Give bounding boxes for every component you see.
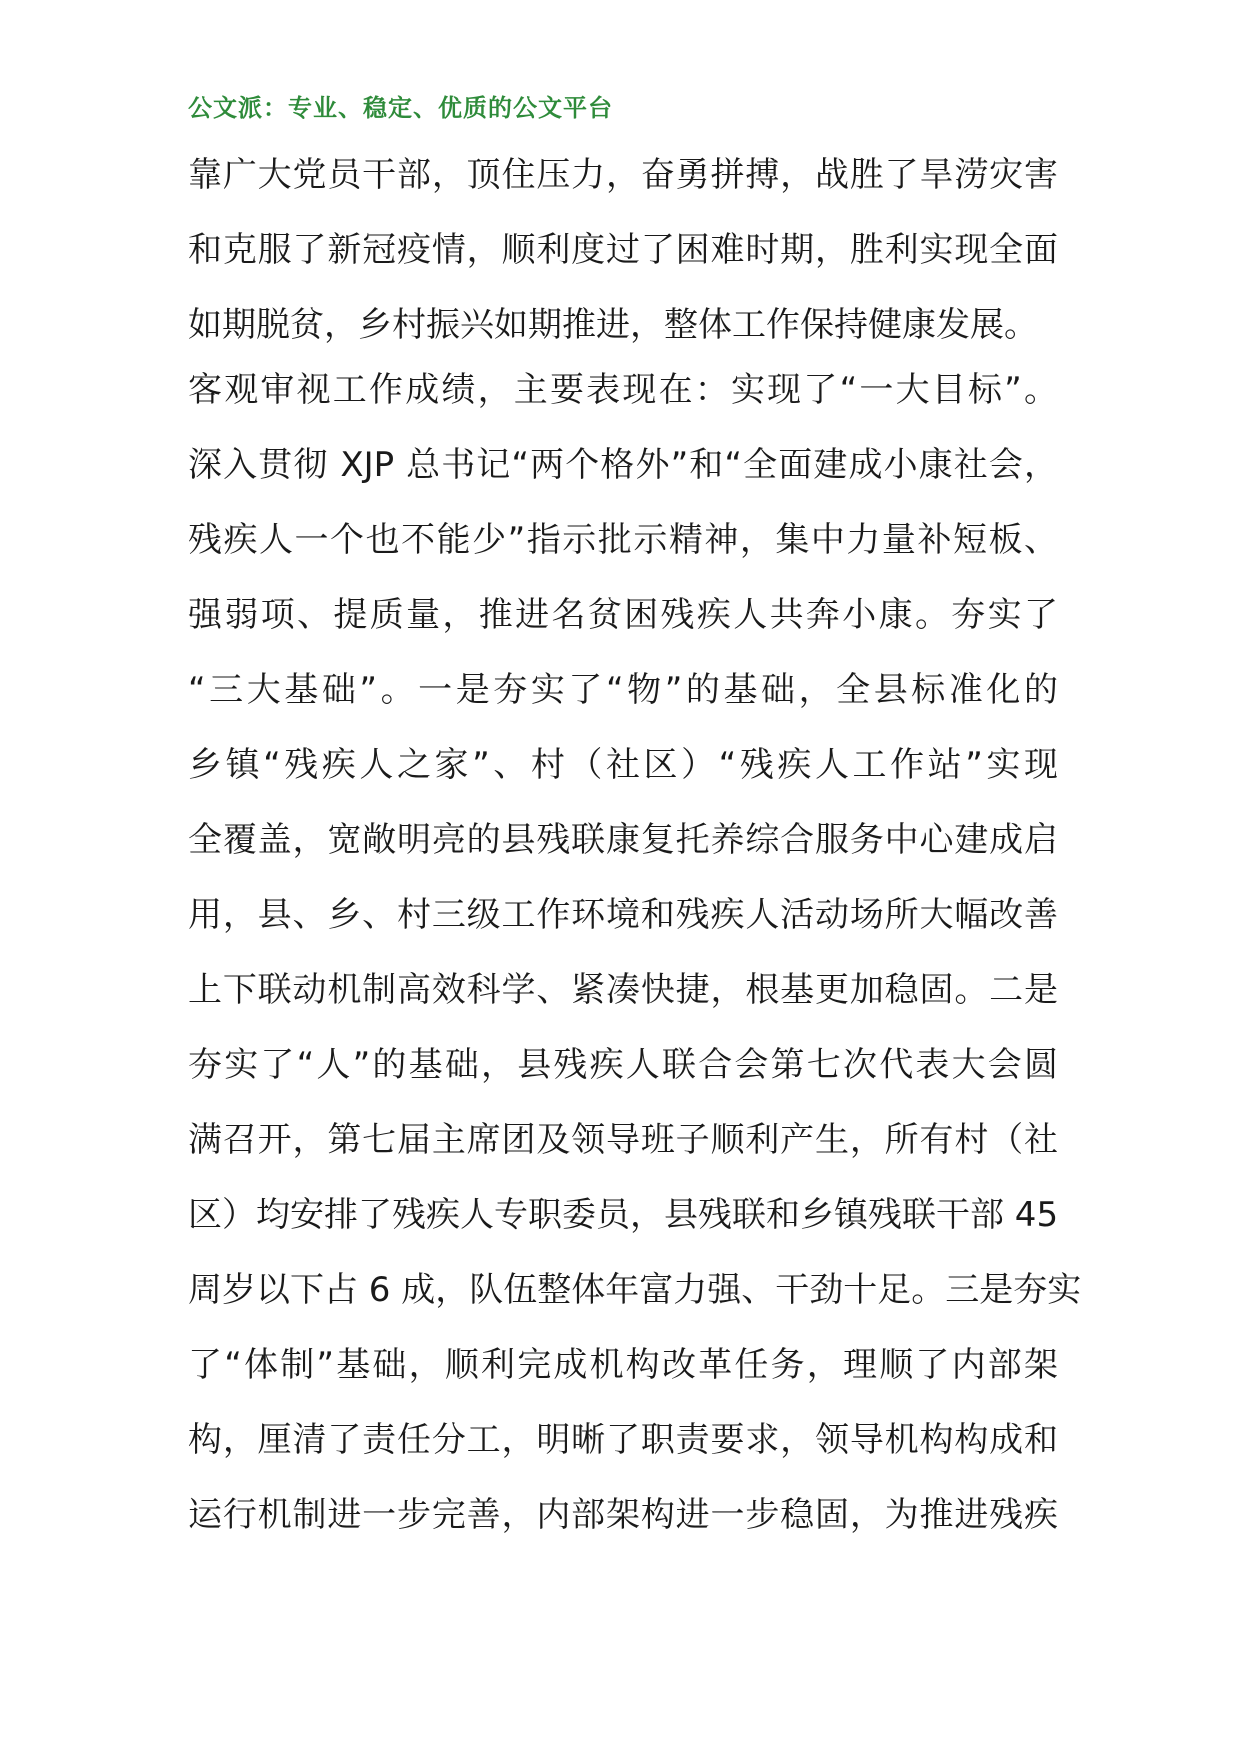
text-line: 用，县、乡、村三级工作环境和残疾人活动场所大幅改善 <box>188 895 1058 935</box>
text-line: 周岁以下占 6 成，队伍整体年富力强、干劲十足。三是夯实 <box>188 1270 1082 1310</box>
paragraph-2 <box>188 353 1082 1553</box>
text-line: 上下联动机制高效科学、紧凑快捷，根基更加稳固。二是 <box>188 970 1058 1010</box>
text-line: 客观审视工作成绩，主要表现在：实现了“一大目标”。 <box>188 370 1058 410</box>
text-line: 区）均安排了残疾人专职委员，县残联和乡镇残联干部 45 <box>188 1195 1059 1235</box>
text-line: 全覆盖，宽敞明亮的县残联康复托养综合服务中心建成启 <box>188 820 1058 860</box>
text-line: 构，厘清了责任分工，明晰了职责要求，领导机构构成和 <box>188 1420 1058 1460</box>
text-line: 了“体制”基础，顺利完成机构改革任务，理顺了内部架 <box>188 1345 1058 1385</box>
header-title: 公文派：专业、稳定、优质的公文平台 <box>188 93 613 122</box>
text-line: 和克服了新冠疫情，顺利度过了困难时期，胜利实现全面 <box>188 230 1058 270</box>
text-line: 乡镇“残疾人之家”、村（社区）“残疾人工作站”实现 <box>188 745 1058 785</box>
text-line: 深入贯彻 XJP 总书记“两个格外”和“全面建成小康社会， <box>188 445 1058 485</box>
text-line: 满召开，第七届主席团及领导班子顺利产生，所有村（社 <box>188 1120 1058 1160</box>
text-line: 运行机制进一步完善，内部架构进一步稳固，为推进残疾 <box>188 1495 1058 1535</box>
text-line: 如期脱贫，乡村振兴如期推进，整体工作保持健康发展。 <box>188 305 1038 345</box>
paragraph-1 <box>188 138 1058 363</box>
text-line: 残疾人一个也不能少”指示批示精神，集中力量补短板、 <box>188 520 1058 560</box>
text-line: 靠广大党员干部，顶住压力，奋勇拼搏，战胜了旱涝灾害 <box>188 155 1058 195</box>
text-line: 夯实了“人”的基础，县残疾人联合会第七次代表大会圆 <box>188 1045 1058 1085</box>
text-line: “三大基础”。一是夯实了“物”的基础，全县标准化的 <box>188 670 1058 710</box>
text-line: 强弱项、提质量，推进名贫困残疾人共奔小康。夯实了 <box>188 595 1058 635</box>
